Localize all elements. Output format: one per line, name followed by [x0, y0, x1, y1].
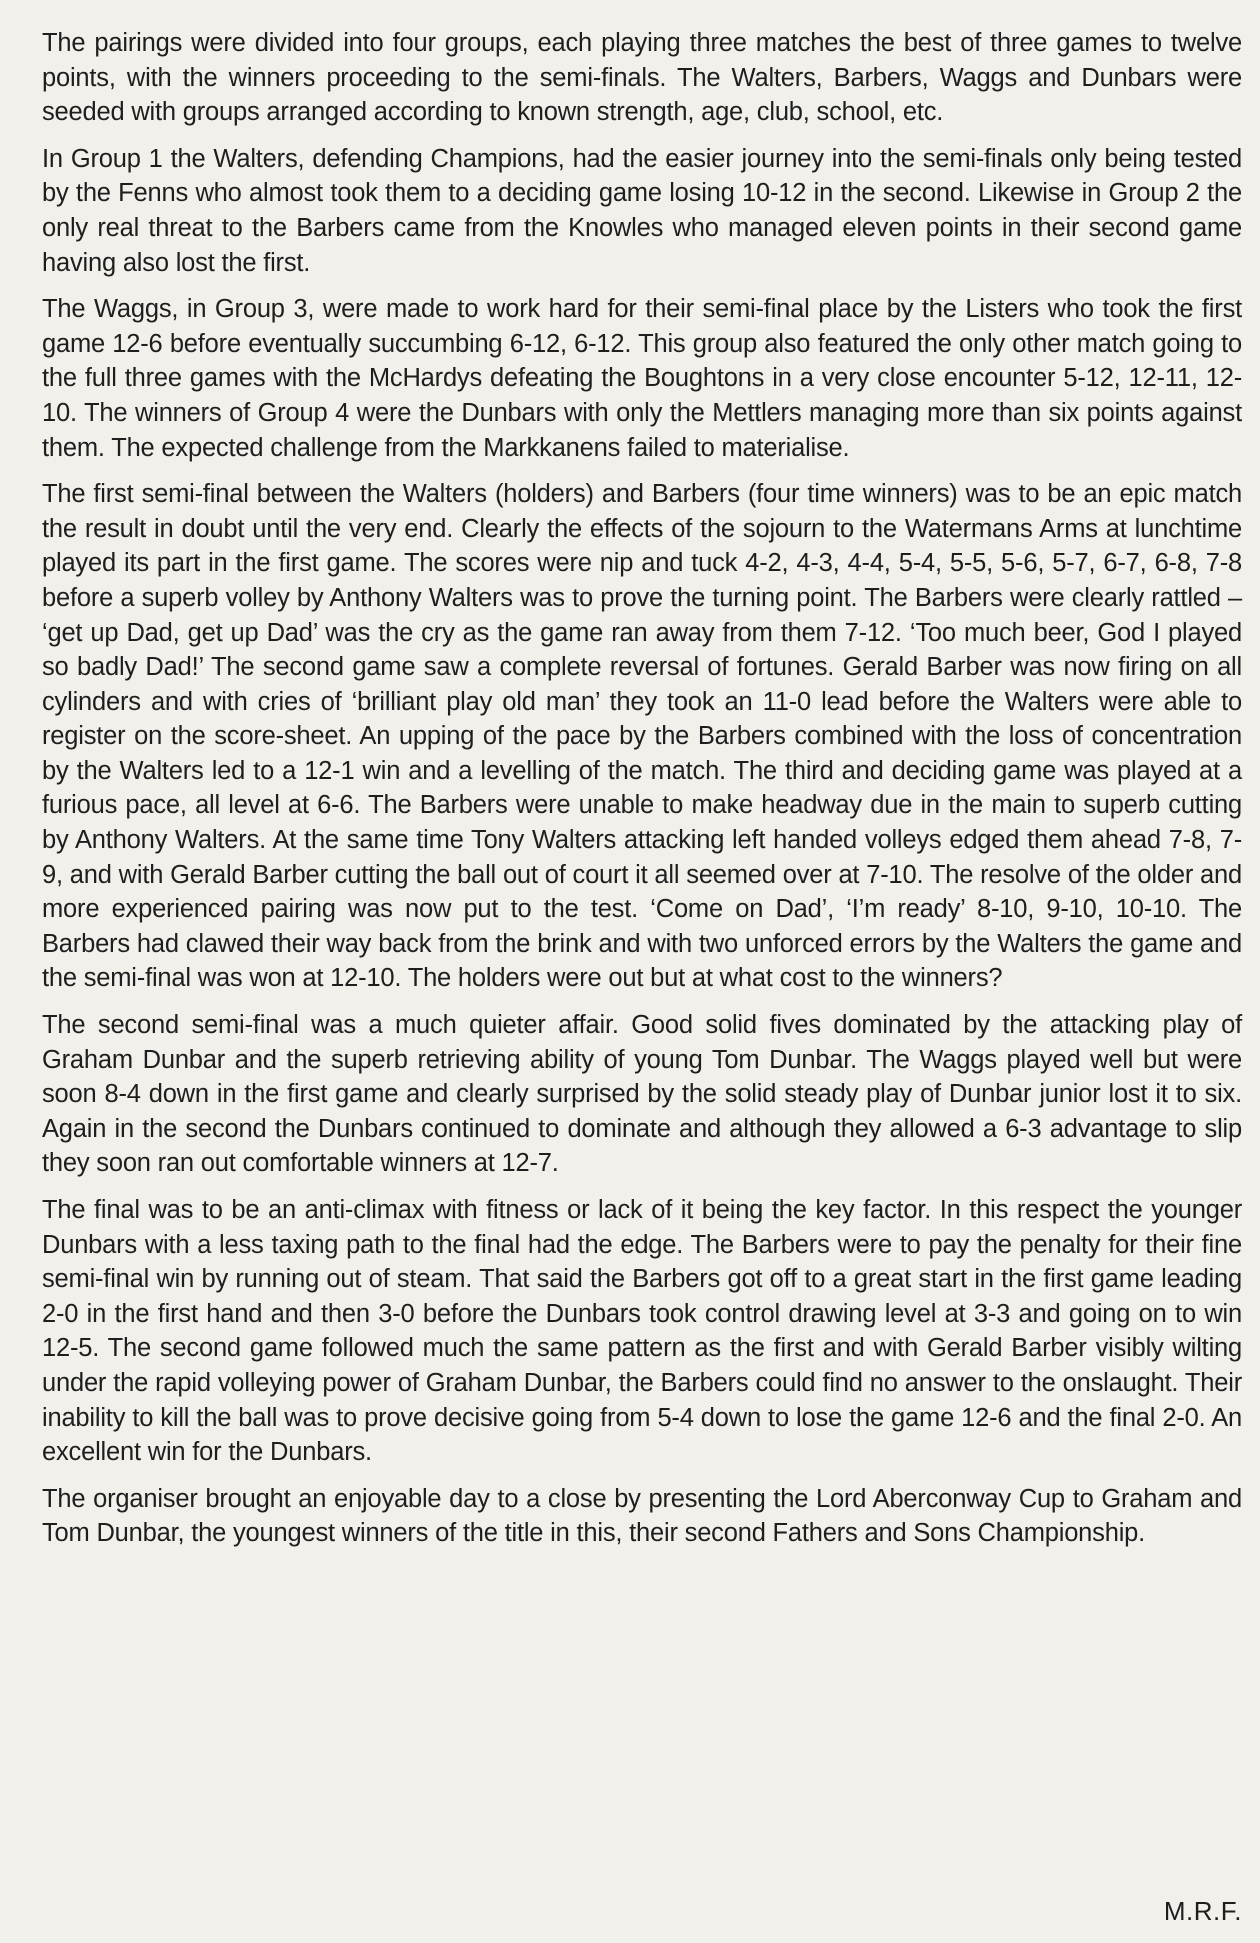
paragraph-first-semi-final: The first semi-final between the Walters (holders) and Barbers (four time winners) was to be an epic match the result in doubt until the very end. Clearly the effects of the sojourn to the Watermans Arms at lunchtime played its part in the first game. The scores were nip and tuck 4-2, 4-3, 4-4, 5-4, 5-5, 5-6, 5-7, 6-7, 6-8, 7-8 before a superb volley by Anthony Walters was to prove the turning point. The Barbers were clearly rattled – ‘get up Dad, get up Dad’ was the cry as the game ran away from them 7-12. ‘Too much beer, God I played so badly Dad!’ The second game saw a complete reversal of fortunes. Gerald Barber was now firing on all cylinders and with cries of ‘brilliant play old man’ they took an 11-0 lead before the Walters were able to register on the score-sheet. An upping of the pace by the Barbers combined with the loss of concentration by the Walters led to a 12-1 win and a levelling of the match. The third and deciding game was played at a furious pace, all level at 6-6. The Barbers were unable to make headway due in the main to superb cutting by Anthony Walters. At the same time Tony Walters attacking left handed volleys edged them ahead 7-8, 7-9, and with Gerald Barber cutting the ball out of court it all seemed over at 7-10. The resolve of the older and more experienced pairing was now put to the test. ‘Come on Dad’, ‘I’m ready’ 8-10, 9-10, 10-10. The Barbers had clawed their way back from the brink and with two unforced errors by the Walters the game and the semi-final was won at 12-10. The holders were out but at what cost to the winners? [42, 480, 1242, 993]
paragraph-groups-three-four: The Waggs, in Group 3, were made to work hard for their semi-final place by the Listers who took the first game 12-6 before eventually succumbing 6-12, 6-12. This group also featured the only other match going to the full three games with the McHardys defeating the Boughtons in a very close encounter 5-12, 12-11, 12-10. The winners of Group 4 were the Dunbars with only the Mettlers managing more than six points against them. The expected challenge from the Markkanens failed to materialise. [42, 295, 1242, 462]
paragraph-presentation: The organiser brought an enjoyable day to a close by presenting the Lord Aberconway Cup to Graham and Tom Dunbar, the youngest winners of the title in this, their second Fathers and Sons Championship. [42, 1484, 1242, 1548]
paragraph-final: The final was to be an anti-climax with fitness or lack of it being the key factor. In this respect the younger Dunbars with a less taxing path to the final had the edge. The Barbers were to pay the penalty for their fine semi-final win by running out of steam. That said the Barbers got off to a great start in the first game leading 2-0 in the first hand and then 3-0 before the Dunbars took control drawing level at 3-3 and going on to win 12-5. The second game followed much the same pattern as the first and with Gerald Barber visibly wilting under the rapid volleying power of Graham Dunbar, the Barbers could find no answer to the onslaught. Their inability to kill the ball was to prove decisive going from 5-4 down to lose the game 12-6 and the final 2-0. An excellent win for the Dunbars. [42, 1196, 1242, 1467]
author-signature: M.R.F. [1163, 1896, 1242, 1926]
paragraph-second-semi-final: The second semi-final was a much quieter affair. Good solid fives dominated by the attacking play of Graham Dunbar and the superb retrieving ability of young Tom Dunbar. The Waggs played well but were soon 8-4 down in the first game and clearly surprised by the solid steady play of Dunbar junior lost it to six. Again in the second the Dunbars continued to dominate and although they allowed a 6-3 advantage to slip they soon ran out comfortable winners at 12-7. [42, 1011, 1242, 1178]
paragraph-groups-one-two: In Group 1 the Walters, defending Champions, had the easier journey into the semi-finals only being tested by the Fenns who almost took them to a deciding game losing 10-12 in the second. Likewise in Group 2 the only real threat to the Barbers came from the Knowles who managed eleven points in their second game having also lost the first. [42, 144, 1242, 277]
paragraph-group-format: The pairings were divided into four groups, each playing three matches the best of three games to twelve points, with the winners proceeding to the semi-finals. The Walters, Barbers, Waggs and Dunbars were seeded with groups arranged according to known strength, age, club, school, etc. [42, 29, 1242, 127]
article-page [42, 26, 1242, 1926]
